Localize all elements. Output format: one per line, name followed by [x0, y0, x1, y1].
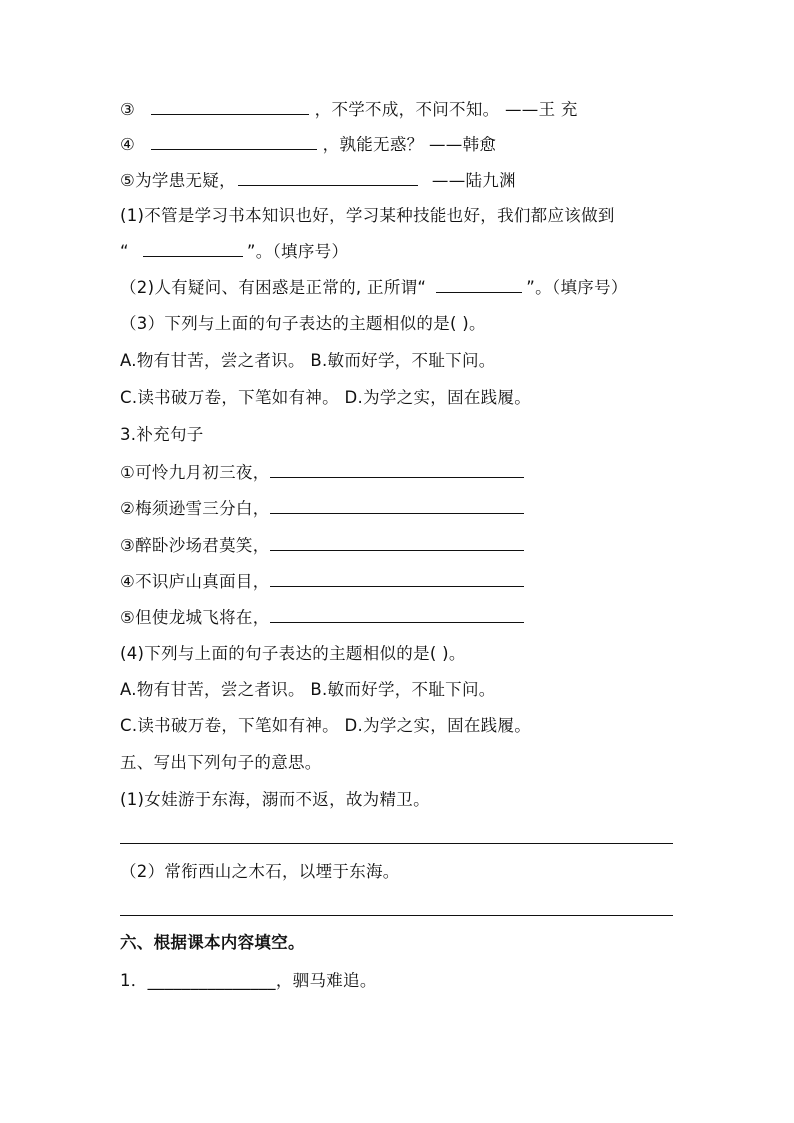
- question-2-close: ”。（填序号）: [526, 278, 628, 297]
- fill-line-5: [120, 606, 524, 629]
- option-d-2[interactable]: D.为学之实，固在践履。: [344, 716, 532, 735]
- quote-3-marker: ③: [120, 100, 136, 119]
- option-b-2[interactable]: B.敏而好学，不耻下问。: [310, 680, 496, 699]
- section-6-item-1-number: 1．: [120, 971, 148, 990]
- quote-5-marker: ⑤为学患无疑，: [120, 171, 236, 190]
- fill-line-1: [120, 461, 524, 484]
- fill-line-4: [120, 570, 524, 593]
- quote-4-text: ，孰能无惑？ ——韩愈: [322, 135, 497, 154]
- fill-line-2-text: ②梅须逊雪三分白，: [120, 499, 270, 518]
- section-6-item-1-text: ，驷马难追。: [275, 971, 377, 990]
- fill-line-3-text: ③醉卧沙场君莫笑，: [120, 536, 270, 555]
- fill-line-2-blank[interactable]: [270, 497, 524, 514]
- answer-line-2[interactable]: [120, 915, 673, 916]
- options-ab-1: [120, 350, 496, 372]
- section-5-sentence-1: (1)女娃游于东海，溺而不返，故为精卫。: [120, 790, 430, 809]
- fill-line-5-text: ⑤但使龙城飞将在，: [120, 608, 270, 627]
- fill-line-4-blank[interactable]: [270, 570, 524, 587]
- question-1-blank[interactable]: [143, 240, 243, 257]
- quote-4-marker: ④: [120, 135, 136, 154]
- option-c[interactable]: C.读书破万卷，下笔如有神。: [120, 388, 339, 407]
- quote-4-blank[interactable]: [151, 133, 317, 150]
- fill-line-3-blank[interactable]: [270, 534, 524, 551]
- quote-5: [120, 169, 516, 192]
- question-3: （3）下列与上面的句子表达的主题相似的是( )。: [120, 314, 486, 333]
- options-ab-2: [120, 679, 496, 701]
- question-2-open: （2)人有疑问、有困惑是正常的, 正所谓“: [120, 278, 427, 297]
- option-d[interactable]: D.为学之实，固在践履。: [344, 388, 532, 407]
- option-a-2[interactable]: A.物有甘苦，尝之者识。: [120, 680, 305, 699]
- section-3-title: 3.补充句子: [120, 425, 204, 444]
- question-4: (4)下列与上面的句子表达的主题相似的是( )。: [120, 644, 466, 663]
- section-5-sentence-2: （2）常衔西山之木石，以堙于东海。: [120, 862, 400, 881]
- question-1-open-quote: “: [120, 242, 129, 261]
- fill-line-1-blank[interactable]: [270, 461, 524, 478]
- option-b[interactable]: B.敏而好学，不耻下问。: [310, 351, 496, 370]
- fill-line-2: [120, 497, 524, 520]
- question-1-line1: (1)不管是学习书本知识也好，学习某种技能也好，我们都应该做到: [120, 206, 615, 225]
- quote-5-blank[interactable]: [238, 169, 418, 186]
- section-5-title: 五、写出下列句子的意思。: [120, 753, 322, 772]
- quote-4: [120, 133, 496, 156]
- fill-line-1-text: ①可怜九月初三夜，: [120, 463, 270, 482]
- question-1-close: ”。（填序号）: [246, 242, 349, 261]
- question-2: [120, 276, 628, 299]
- quote-3-text: ，不学不成，不问不知。 ——王 充: [314, 100, 578, 119]
- quote-5-text: ——陆九渊: [431, 171, 516, 190]
- answer-line-1[interactable]: [120, 843, 673, 844]
- options-cd-2: [120, 715, 531, 737]
- question-1-line2: [120, 240, 348, 263]
- section-6-item-1-blank[interactable]: _______________: [147, 971, 276, 990]
- fill-line-4-text: ④不识庐山真面目，: [120, 572, 270, 591]
- section-6-item-1: [120, 970, 377, 992]
- options-cd-1: [120, 387, 531, 409]
- fill-line-5-blank[interactable]: [270, 606, 524, 623]
- quote-3: [120, 98, 578, 121]
- option-a[interactable]: A.物有甘苦，尝之者识。: [120, 351, 305, 370]
- section-6-title: 六、根据课本内容填空。: [120, 933, 305, 952]
- quote-3-blank[interactable]: [151, 98, 309, 115]
- fill-line-3: [120, 534, 524, 557]
- option-c-2[interactable]: C.读书破万卷，下笔如有神。: [120, 716, 339, 735]
- question-2-blank[interactable]: [436, 276, 522, 293]
